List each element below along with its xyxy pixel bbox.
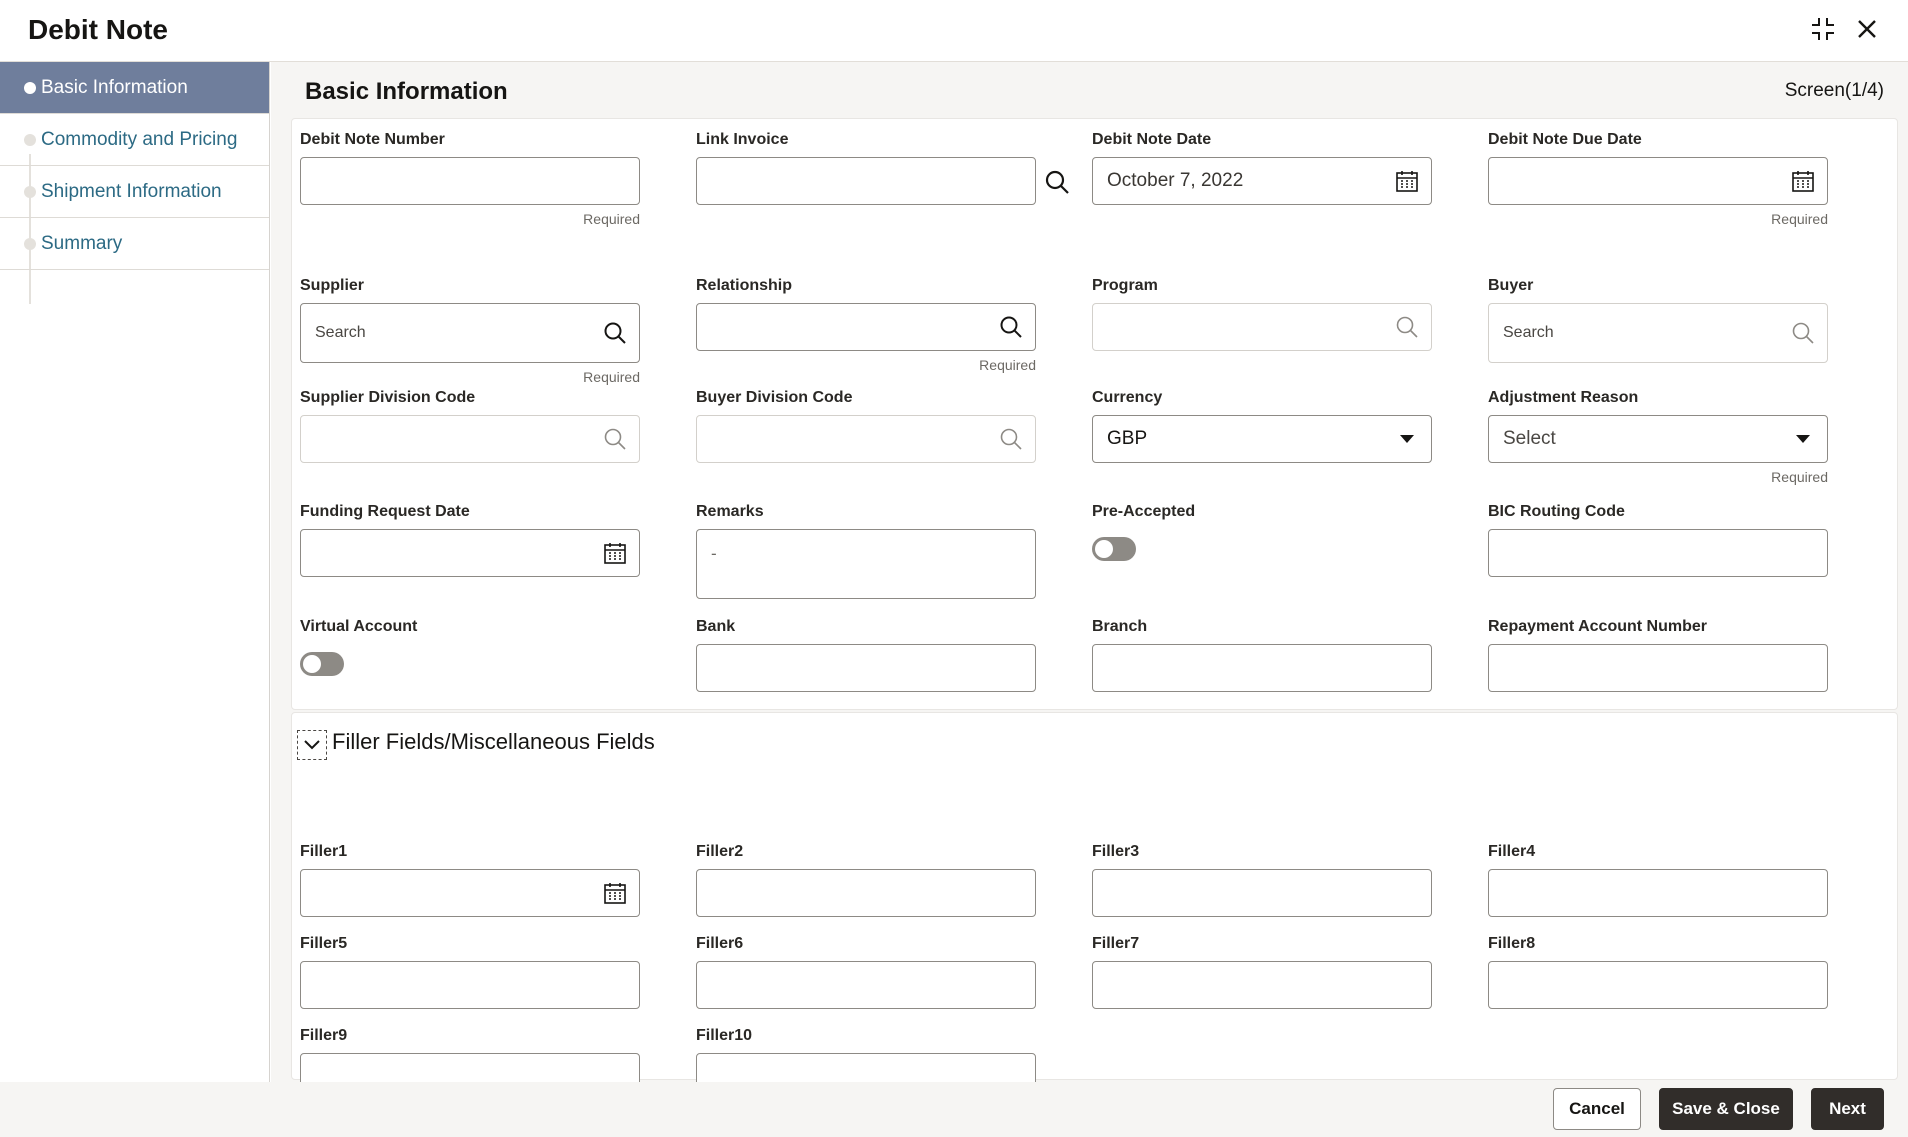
debit-note-date-input[interactable] [1092,157,1432,205]
search-icon[interactable] [1791,321,1815,345]
field-label: Program [1092,277,1158,294]
page-title: Basic Information [305,78,508,105]
required-hint: Required [583,369,640,385]
field-label: Filler2 [696,843,744,860]
field-label: Virtual Account [300,618,418,635]
step-dot-icon [24,238,36,250]
toggle-knob [303,655,321,673]
field-label: BIC Routing Code [1488,503,1625,520]
shrink-icon[interactable] [1808,14,1838,44]
field-label: Bank [696,618,736,635]
caret-down-icon[interactable] [1791,427,1815,451]
field-label: Repayment Account Number [1488,618,1707,635]
supplier-placeholder: Search [315,324,366,341]
screen-indicator: Screen(1/4) [1784,80,1884,101]
collapse-button[interactable] [297,730,327,760]
filler5-input[interactable] [300,961,640,1009]
search-icon[interactable] [999,427,1023,451]
adjustment-reason-select[interactable] [1488,415,1828,463]
filler-fields-card [291,712,1898,1080]
filler1-input[interactable] [300,869,640,917]
calendar-icon[interactable] [1791,169,1815,193]
close-icon[interactable] [1852,14,1882,44]
debit-note-date-value: October 7, 2022 [1107,170,1244,191]
sidebar-item-label: Basic Information [41,77,188,98]
step-dot-icon [24,82,36,94]
main-content [271,62,1908,1082]
search-icon[interactable] [1395,315,1419,339]
toggle-knob [1095,540,1113,558]
search-icon[interactable] [999,315,1023,339]
required-hint: Required [1771,211,1828,227]
remarks-value: - [711,544,717,563]
filler3-input[interactable] [1092,869,1432,917]
adjustment-reason-placeholder: Select [1503,428,1556,449]
sidebar-item-label: Commodity and Pricing [41,129,238,150]
debit-note-due-date-input[interactable] [1488,157,1828,205]
field-label: Buyer Division Code [696,389,853,406]
field-label: Adjustment Reason [1488,389,1639,406]
field-label: Funding Request Date [300,503,470,520]
field-label: Debit Note Number [300,131,445,148]
field-label: Branch [1092,618,1148,635]
field-label: Debit Note Due Date [1488,131,1642,148]
field-label: Supplier [300,277,365,294]
field-label: Filler5 [300,935,348,952]
field-label: Debit Note Date [1092,131,1212,148]
field-label: Filler9 [300,1027,348,1044]
dialog-footer [0,1082,1908,1137]
field-label: Remarks [696,503,764,520]
program-input[interactable] [1092,303,1432,351]
branch-input[interactable] [1092,644,1432,692]
train-stop-sidebar [0,62,270,1082]
debit-note-number-input[interactable] [300,157,640,205]
search-icon[interactable] [1044,169,1070,195]
filler6-input[interactable] [696,961,1036,1009]
cancel-button[interactable]: Cancel [1553,1088,1641,1130]
supplier-division-code-input[interactable] [300,415,640,463]
field-label: Buyer [1488,277,1534,294]
sidebar-item-label: Summary [41,233,123,254]
field-label: Supplier Division Code [300,389,476,406]
save-close-button[interactable]: Save & Close [1659,1088,1793,1130]
currency-select[interactable] [1092,415,1432,463]
buyer-division-code-input[interactable] [696,415,1036,463]
pre-accepted-toggle[interactable] [1092,537,1136,561]
calendar-icon[interactable] [603,541,627,565]
field-label: Pre-Accepted [1092,503,1196,520]
basic-information-card [291,118,1898,710]
field-label: Currency [1092,389,1163,406]
required-hint: Required [583,211,640,227]
remarks-textarea[interactable] [696,529,1036,599]
repayment-account-number-input[interactable] [1488,644,1828,692]
field-label: Filler7 [1092,935,1140,952]
field-label: Filler4 [1488,843,1536,860]
dialog-header [0,0,1908,62]
filler8-input[interactable] [1488,961,1828,1009]
bic-routing-code-input[interactable] [1488,529,1828,577]
required-hint: Required [979,357,1036,373]
buyer-search-input[interactable] [1488,303,1828,363]
funding-request-date-input[interactable] [300,529,640,577]
virtual-account-toggle[interactable] [300,652,344,676]
field-label: Filler3 [1092,843,1140,860]
sidebar-item-basic-information[interactable] [0,62,269,114]
caret-down-icon[interactable] [1395,427,1419,451]
calendar-icon[interactable] [603,881,627,905]
buyer-placeholder: Search [1503,324,1554,341]
field-label: Relationship [696,277,793,294]
currency-value: GBP [1107,428,1148,449]
bank-input[interactable] [696,644,1036,692]
field-label: Link Invoice [696,131,789,148]
dialog-title: Debit Note [28,14,168,45]
sidebar-item-shipment-information[interactable] [0,166,269,218]
field-label: Filler10 [696,1027,753,1044]
sidebar-item-summary[interactable] [0,218,269,270]
field-label: Filler6 [696,935,744,952]
filler4-input[interactable] [1488,869,1828,917]
field-label: Filler1 [300,843,348,860]
step-dot-icon [24,134,36,146]
sidebar-item-label: Shipment Information [41,181,222,202]
search-icon[interactable] [603,427,627,451]
next-button[interactable]: Next [1811,1088,1884,1130]
filler7-input[interactable] [1092,961,1432,1009]
filler2-input[interactable] [696,869,1036,917]
step-dot-icon [24,186,36,198]
calendar-icon[interactable] [1395,169,1419,193]
supplier-search-input[interactable] [300,303,640,363]
required-hint: Required [1771,469,1828,485]
link-invoice-input[interactable] [696,157,1036,205]
relationship-input[interactable] [696,303,1036,351]
field-label: Filler8 [1488,935,1536,952]
filler-section-title: Filler Fields/Miscellaneous Fields [332,729,655,754]
sidebar-item-commodity-and-pricing[interactable] [0,114,269,166]
search-icon[interactable] [603,321,627,345]
